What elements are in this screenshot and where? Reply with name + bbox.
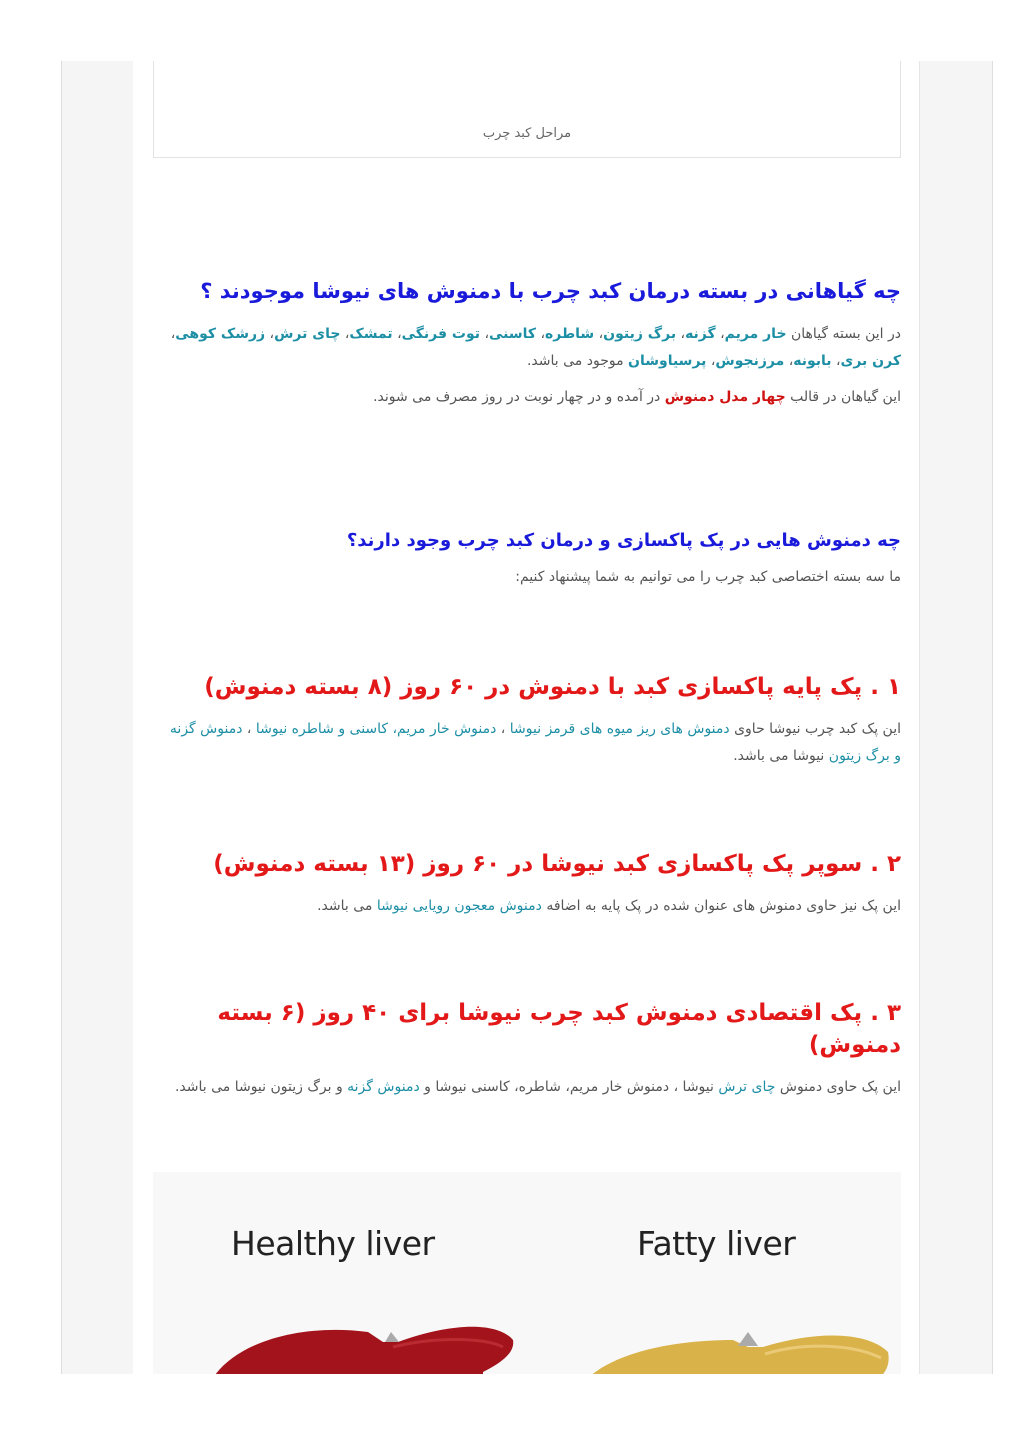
herb-link[interactable]: توت فرنگی	[401, 326, 481, 342]
herb-link[interactable]: تمشک	[349, 326, 393, 342]
herb-link[interactable]: برگ زیتون	[603, 326, 677, 342]
text-span: این گیاهان در قالب	[785, 389, 901, 405]
herb-link[interactable]: مرزنجوش	[715, 353, 785, 369]
section-teas	[166, 528, 901, 591]
pack-heading: ۱ . پک پایه پاکسازی کبد با دمنوش در ۶۰ روز (۸ بسته دمنوش)	[204, 674, 901, 700]
figure-frame	[153, 61, 901, 158]
pack-heading: ۳ . پک اقتصادی دمنوش کبد چرب نیوشا برای ۴۰ روز (۶ بسته دمنوش)	[217, 1000, 901, 1058]
herb-link[interactable]: کرن بری	[840, 353, 901, 369]
nettle-olive-tea-link[interactable]: دمنوش گزنه و برگ زیتون	[169, 721, 901, 764]
section-paragraph: ما سه بسته اختصاصی کبد چرب را می توانیم به شما پیشنهاد کنیم:	[515, 569, 901, 585]
text-span: ،	[242, 721, 256, 737]
fatty-liver-label: Fatty liver	[637, 1224, 796, 1263]
herb-link[interactable]: چای ترش	[274, 326, 341, 342]
article-content	[133, 0, 919, 1374]
herbs-intro-text: در این بسته گیاهان	[786, 326, 901, 342]
text-span: در آمده و در چهار نوبت در روز مصرف می شوند.	[373, 389, 665, 405]
section-heading: چه دمنوش هایی در پک پاکسازی و درمان کبد چرب وجود دارند؟	[346, 530, 901, 551]
herb-link[interactable]: پرسیاوشان	[628, 353, 707, 369]
herb-link[interactable]: کاسنی	[488, 326, 537, 342]
red-berries-tea-link[interactable]: دمنوش های ریز میوه های قرمز نیوشا	[509, 721, 730, 737]
pack-description	[166, 716, 901, 770]
herbs-paragraph: در این بسته گیاهان خار مریم، گزنه، برگ زیتون، شاطره، کاسنی، توت فرنگی، تمشک، چای ترش، زرشک کوهی، کرن بری، بابونه، مرزنجوش، پرسیاوشان موجود می باشد.	[170, 326, 901, 369]
tea-models-paragraph	[166, 384, 901, 411]
figure-caption: مراحل کبد چرب	[482, 126, 572, 141]
nettle-tea-link[interactable]: دمنوش گزنه	[347, 1079, 420, 1095]
pack-description	[166, 893, 901, 920]
text-span: این پک کبد چرب نیوشا حاوی	[729, 721, 901, 737]
dream-blend-tea-link[interactable]: دمنوش معجون رویایی نیوشا	[376, 898, 542, 914]
text-span: ،	[496, 721, 510, 737]
liver-comparison-image	[153, 1172, 901, 1374]
pack-heading: ۲ . سوپر پک پاکسازی کبد نیوشا در ۶۰ روز (۱۳ بسته دمنوش)	[213, 851, 901, 877]
pack-super	[166, 848, 901, 920]
text-span: این پک نیز حاوی دمنوش های عنوان شده در پک پایه به اضافه	[541, 898, 901, 914]
text-span: نیوشا می باشد.	[733, 748, 829, 764]
healthy-liver-label: Healthy liver	[231, 1224, 435, 1263]
text-span: می باشد.	[317, 898, 377, 914]
tea-models-link[interactable]: چهار مدل دمنوش	[664, 389, 786, 405]
left-gutter	[61, 61, 135, 1374]
right-gutter	[919, 61, 993, 1374]
text-span: این پک حاوی دمنوش	[775, 1079, 901, 1095]
herb-link[interactable]: گزنه	[685, 326, 716, 342]
herb-link[interactable]: خار مریم	[724, 326, 787, 342]
sour-tea-link[interactable]: چای ترش	[718, 1079, 776, 1095]
herbs-outro-text: موجود می باشد.	[526, 353, 629, 369]
section-heading: چه گیاهانی در بسته درمان کبد چرب با دمنوش های نیوشا موجودند ؟	[200, 279, 901, 303]
liver-illustrations	[153, 1172, 901, 1374]
pack-basic	[166, 671, 901, 770]
section-herbs	[166, 276, 901, 411]
pack-description	[166, 1074, 901, 1101]
fatty-liver-icon	[573, 1332, 889, 1374]
text-span: نیوشا ، دمنوش خار مریم، شاطره، کاسنی نیوشا و	[419, 1079, 719, 1095]
pack-economy	[166, 997, 901, 1101]
milk-thistle-tea-link[interactable]: دمنوش خار مریم، کاسنی و شاطره نیوشا	[255, 721, 497, 737]
text-span: و برگ زیتون نیوشا می باشد.	[174, 1079, 348, 1095]
herb-link[interactable]: شاطره	[545, 326, 595, 342]
healthy-liver-icon	[203, 1327, 513, 1374]
herb-link[interactable]: زرشک کوهی	[175, 326, 266, 342]
herb-link[interactable]: بابونه	[793, 353, 832, 369]
